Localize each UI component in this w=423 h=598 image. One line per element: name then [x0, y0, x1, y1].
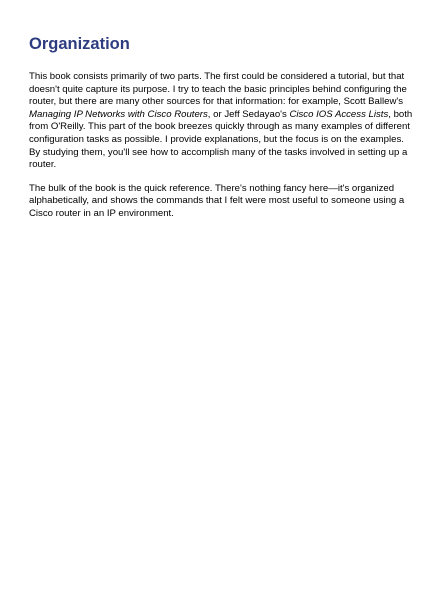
document-page [29, 34, 414, 232]
book-title-cisco-ios-access-lists: Cisco IOS Access Lists [289, 108, 389, 120]
paragraph-intro-text-c: , both from O'Reilly. This part of the book breezes quickly through as many examples of different configuration tasks as possible. I provide explanations, but the focus is on the examples. By studying them, you'll see how to accomplish many of the tasks involved in setting up a router. [29, 108, 413, 171]
paragraph-intro-text-a: This book consists primarily of two parts. The first could be considered a tutorial, but that doesn't quite capture its purpose. I try to teach the basic principles behind configuring the router, but there are many other sources for that information: for example, Scott Ballew's [29, 71, 407, 108]
paragraph-quick-reference: The bulk of the book is the quick reference. There's nothing fancy here—it's organized alphabetically, and shows the commands that I felt were most useful to someone using a Cisco router in an IP environment. [29, 182, 405, 219]
paragraph-intro [29, 71, 414, 172]
book-title-managing-ip-networks: Managing IP Networks with Cisco Routers [29, 108, 208, 120]
section-heading: Organization [29, 35, 130, 53]
paragraph-intro-text-b: , or Jeff Sedayao's [207, 108, 290, 120]
